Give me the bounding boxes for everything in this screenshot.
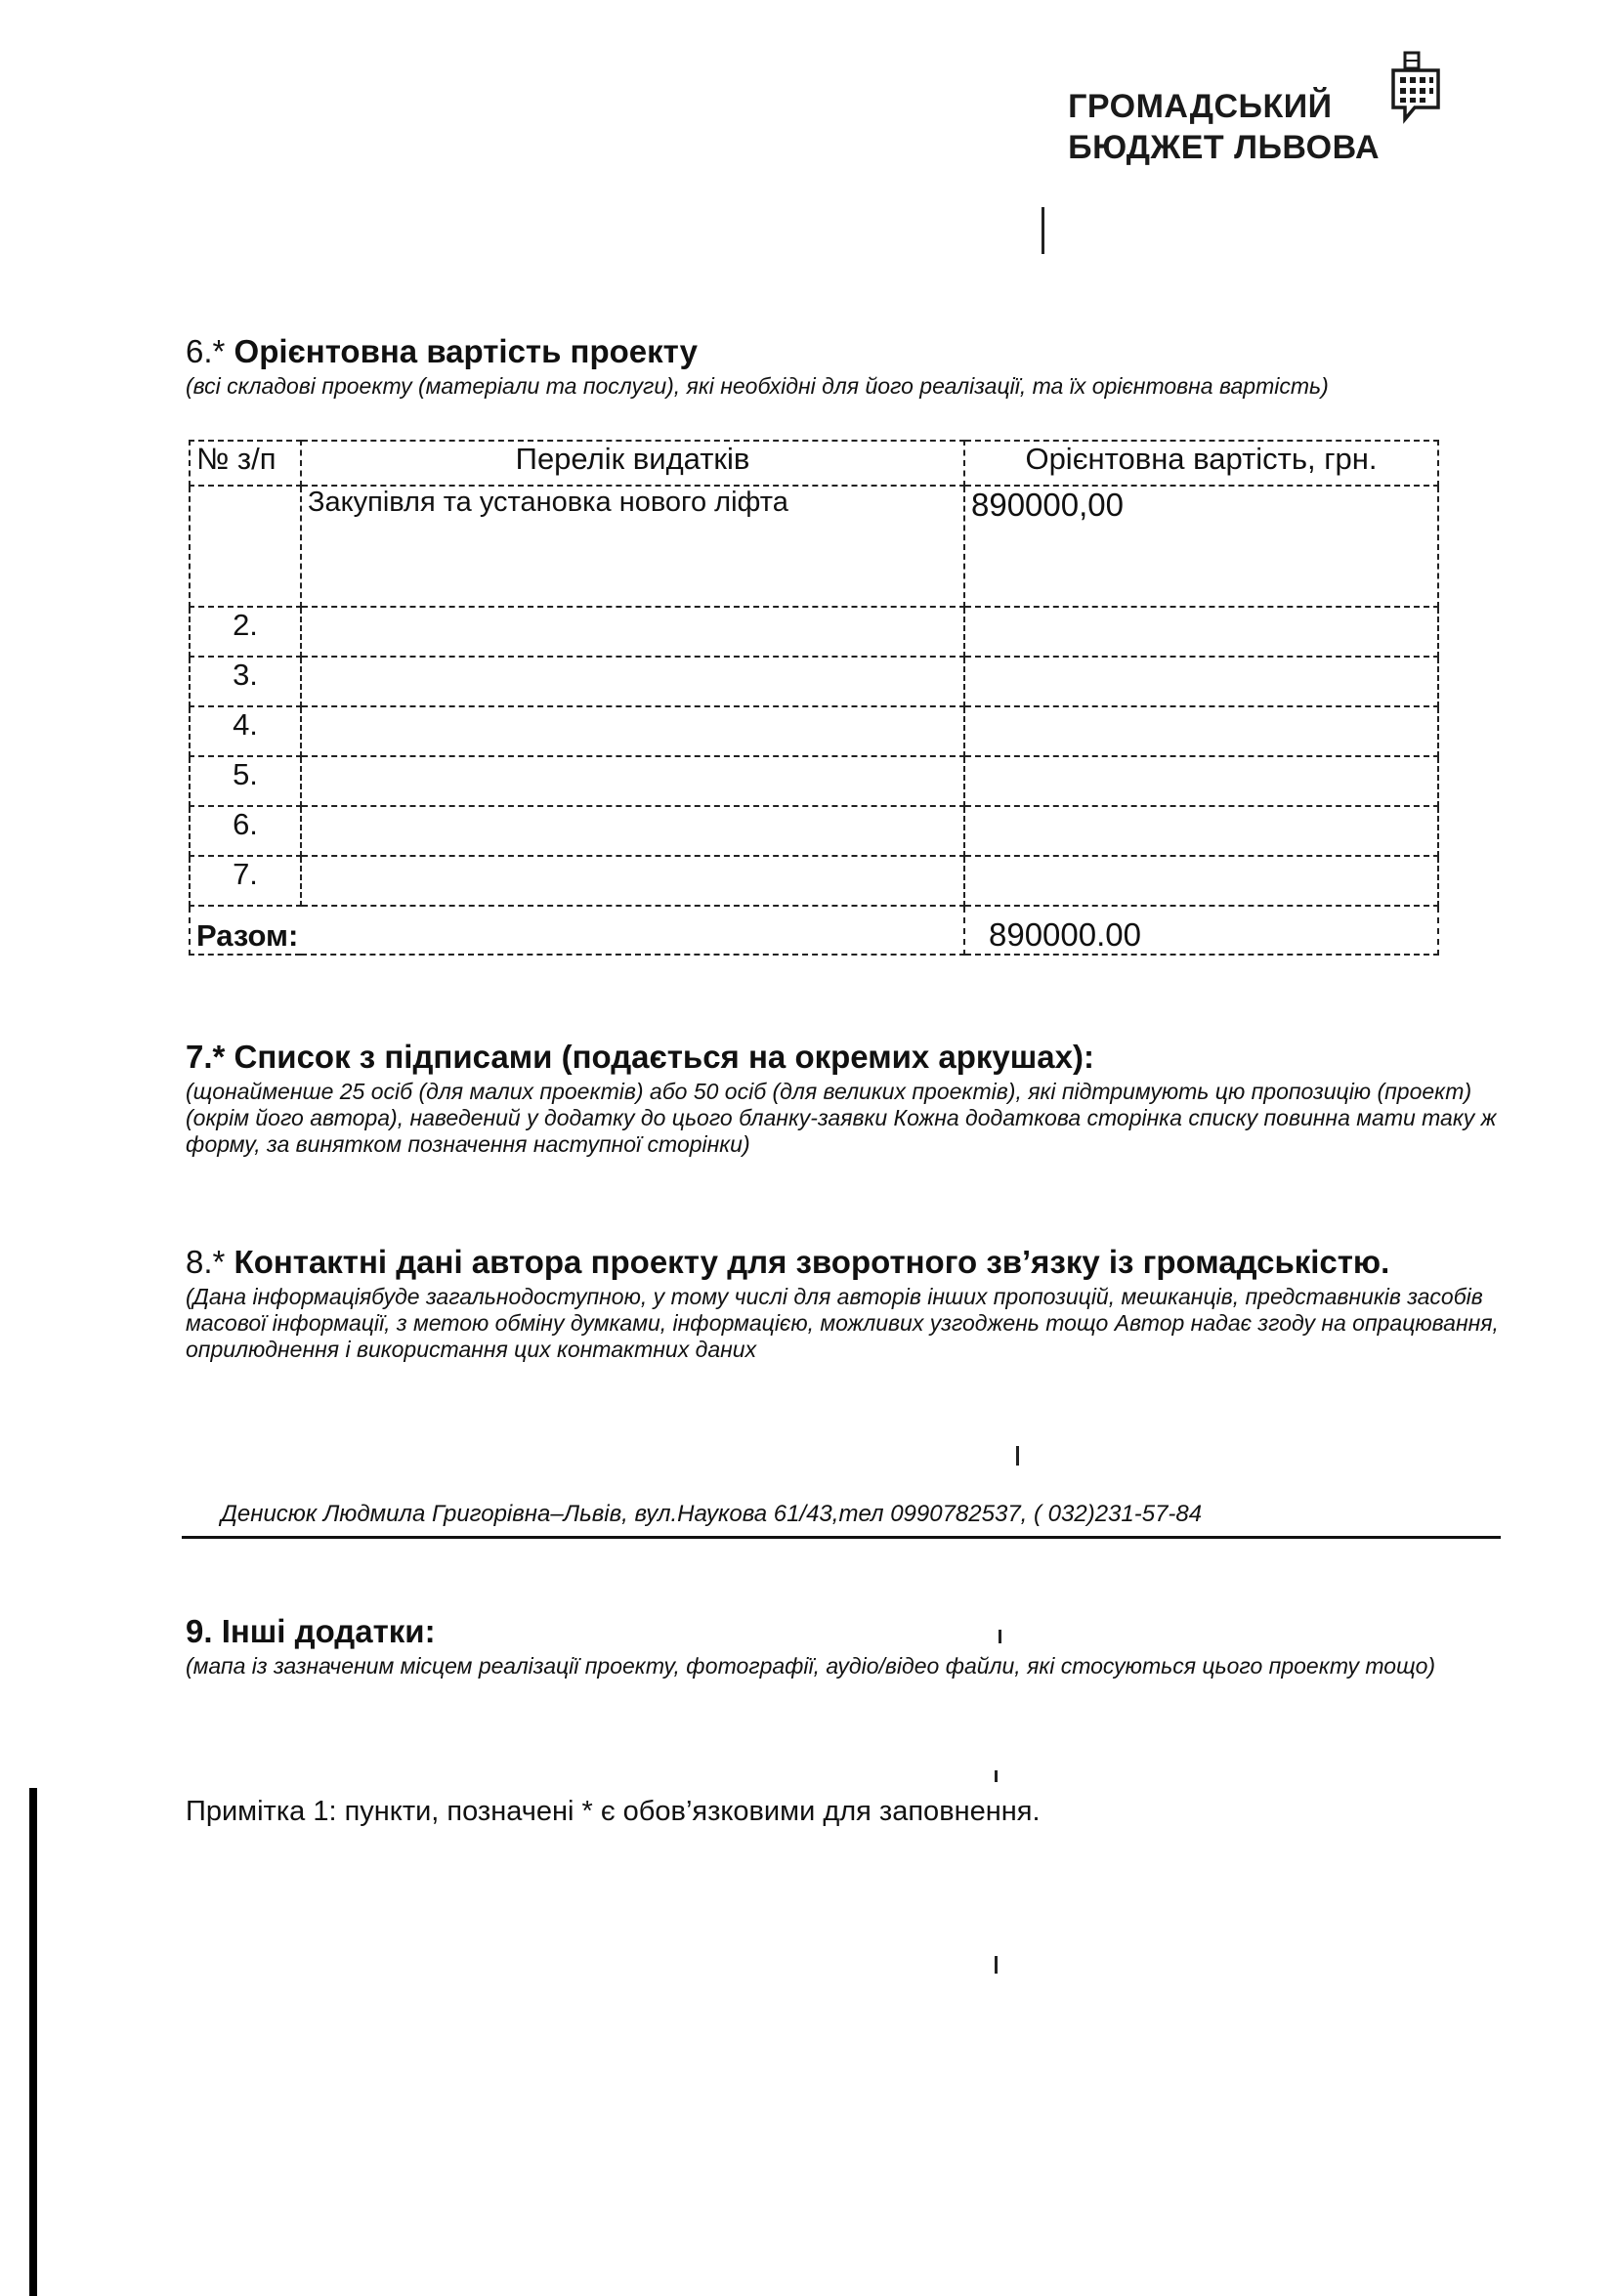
row-cost — [964, 806, 1438, 856]
row-expense-item: Закупівля та установка нового ліфта — [301, 486, 964, 607]
scan-speck — [1042, 207, 1044, 254]
row-expense-item — [301, 756, 964, 806]
section-8-heading: Контактні дані автора проекту для зворотного зв’язку із громадськістю. — [234, 1244, 1390, 1280]
row-cost — [964, 657, 1438, 706]
contact-line — [182, 1501, 1501, 1539]
table-row — [190, 657, 1438, 706]
row-cost — [964, 756, 1438, 806]
section-6-heading: Орієнтовна вартість проекту — [234, 333, 699, 369]
scan-speck — [995, 1770, 998, 1782]
section-9-note: (мапа із зазначеним місцем реалізації проекту, фотографії, аудіо/відео файли, які стосуються цього проекту тощо) — [186, 1653, 1436, 1679]
table-row — [190, 706, 1438, 756]
section-6-note: (всі складові проекту (матеріали та послуги), які необхідні для його реалізації, та їх орієнтовна вартість) — [186, 373, 1329, 399]
logo — [1068, 86, 1442, 168]
row-number: 4. — [190, 706, 301, 756]
section-8-number: 8.* — [186, 1244, 226, 1280]
logo-line-2: БЮДЖЕТ ЛЬВОВА — [1068, 129, 1380, 166]
section-6 — [186, 332, 1505, 400]
header-expenses: Перелік видатків — [301, 441, 964, 486]
section-6-number: 6.* — [186, 333, 226, 369]
row-number: 5. — [190, 756, 301, 806]
row-number: 2. — [190, 607, 301, 657]
cost-table — [189, 440, 1439, 956]
table-total-row — [190, 906, 1438, 955]
row-number — [190, 486, 301, 607]
contact-details: Денисюк Людмила Григорівна–Львів, вул.Наукова 61/43,тел 0990782537, ( 032)231-57-84 — [221, 1501, 1203, 1527]
building-speech-icon — [1389, 51, 1442, 139]
scan-speck — [995, 1956, 998, 1974]
row-number: 6. — [190, 806, 301, 856]
logo-line-1: ГРОМАДСЬКИЙ — [1068, 88, 1333, 125]
row-number: 7. — [190, 856, 301, 906]
header-number: № з/п — [190, 441, 301, 486]
table-row — [190, 756, 1438, 806]
scan-edge-mark — [29, 1788, 37, 2296]
row-cost — [964, 607, 1438, 657]
footnote: Примітка 1: пункти, позначені * є обов’язковими для заповнення. — [186, 1796, 1041, 1827]
header-cost: Орієнтовна вартість, грн. — [964, 441, 1438, 486]
table-row — [190, 486, 1438, 607]
section-8-note: (Дана інформаціябуде загальнодоступною, у тому числі для авторів інших пропозицій, мешканців, представників засобів масової інформації, з метою обміну думками, інформацією, можливих узгоджень тощо Автор надає згоду на опрацювання, оприлюднення і використання цих контактних даних — [186, 1284, 1499, 1362]
row-expense-item — [301, 806, 964, 856]
row-cost — [964, 856, 1438, 906]
table-row — [190, 806, 1438, 856]
section-8-title — [186, 1243, 1505, 1282]
row-cost: 890000,00 — [964, 486, 1438, 607]
scan-speck — [999, 1630, 1001, 1643]
row-expense-item — [301, 657, 964, 706]
section-9 — [186, 1612, 1505, 1679]
total-value: 890000.00 — [964, 906, 1438, 955]
section-9-title: 9. Інші додатки: — [186, 1613, 436, 1649]
row-expense-item — [301, 856, 964, 906]
row-number: 3. — [190, 657, 301, 706]
table-header-row — [190, 441, 1438, 486]
row-expense-item — [301, 607, 964, 657]
section-8 — [186, 1243, 1505, 1363]
scan-speck — [1016, 1446, 1019, 1466]
row-cost — [964, 706, 1438, 756]
section-6-title — [186, 332, 1505, 371]
section-7-note: (щонайменше 25 осіб (для малих проектів) або 50 осіб (для великих проектів), які підтримують цю пропозицію (проект) (окрім його автора), наведений у додатку до цього бланку-заявки Кожна додаткова сторінка списку повинна мати таку ж форму, за винятком позначення наступної сторінки) — [186, 1079, 1497, 1157]
section-7 — [186, 1038, 1505, 1158]
total-label: Разом: — [190, 906, 964, 955]
section-7-title: 7.* Список з підписами (подається на окремих аркушах): — [186, 1039, 1094, 1075]
table-row — [190, 856, 1438, 906]
logo-text — [1068, 86, 1380, 168]
row-expense-item — [301, 706, 964, 756]
table-row — [190, 607, 1438, 657]
